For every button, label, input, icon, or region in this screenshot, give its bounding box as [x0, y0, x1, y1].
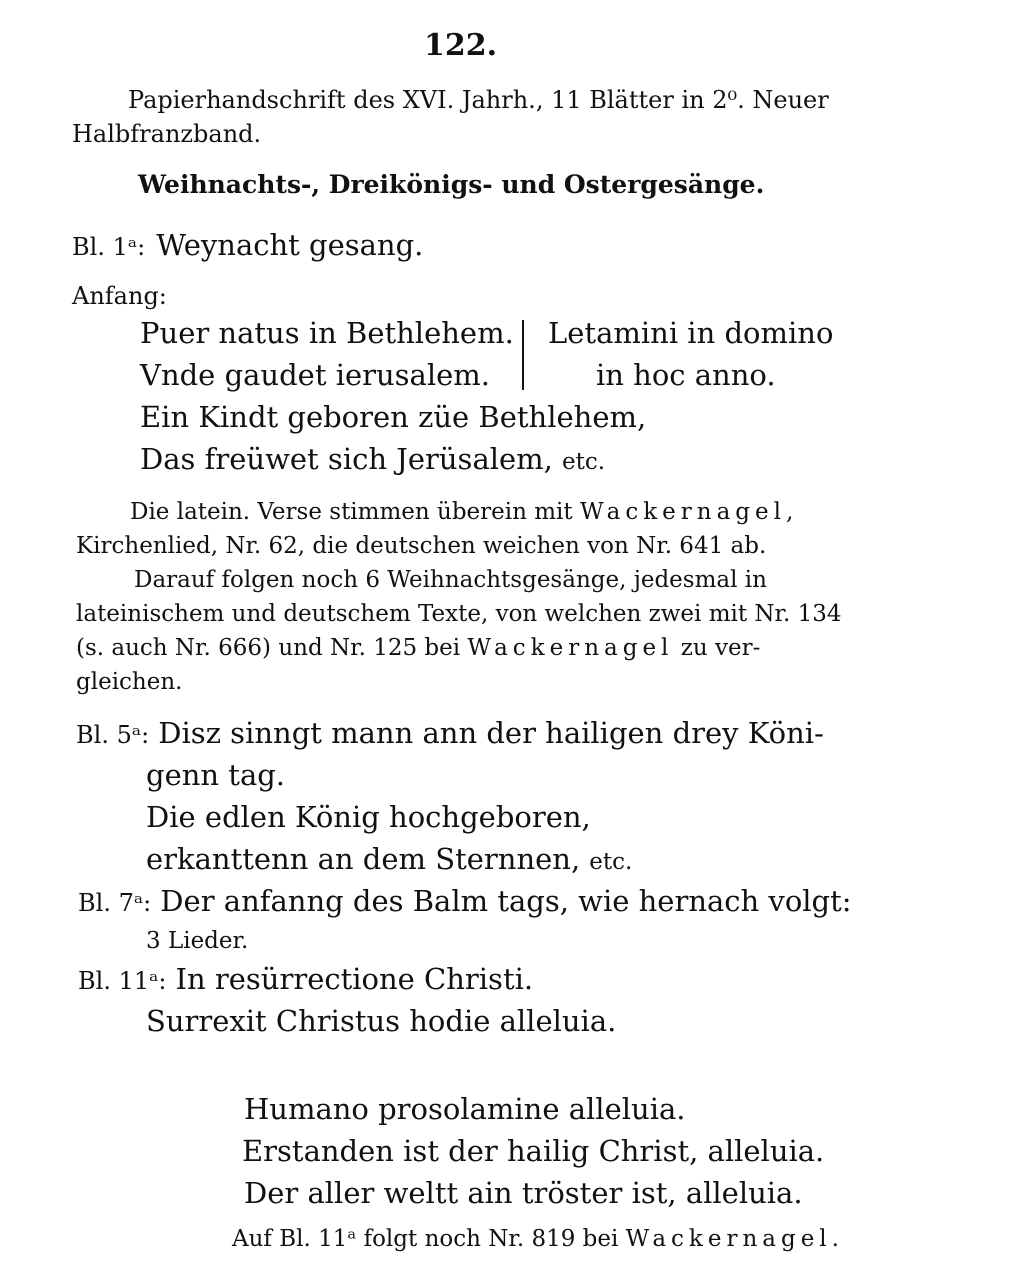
note1-line-6: gleichen.	[76, 669, 183, 695]
verse1-left-2: Vnde gaudet ierusalem.	[140, 358, 490, 392]
bl1-heading: Weynacht gesang.	[156, 228, 424, 262]
section-title: Weihnachts-, Dreikönigs- und Ostergesänge.	[138, 170, 765, 199]
author-name: Wackernagel.	[625, 1226, 844, 1252]
verse1-right-2: in hoc anno.	[596, 358, 776, 392]
note1-line-4: lateinischem und deutschem Texte, von welchen zwei mit Nr. 134	[76, 601, 842, 627]
bl11-line-4: Erstanden ist der hailig Christ, alleluia.	[242, 1134, 825, 1168]
folio-ref: Bl. 7ᵃ:	[78, 889, 152, 917]
description-line-1: Papierhandschrift des XVI. Jahrh., 11 Blätter in 2⁰. Neuer	[128, 86, 829, 114]
bl5-line-2: genn tag.	[146, 758, 286, 792]
bl5-line-3: Die edlen König hochgeboren,	[146, 800, 591, 834]
footer-note	[232, 1226, 844, 1252]
description-line-2: Halbfranzband.	[72, 120, 262, 148]
note1-line-5	[76, 635, 760, 661]
bl7-line-1: Der anfanng des Balm tags, wie hernach volgt:	[160, 884, 852, 918]
note1-line-2: Kirchenlied, Nr. 62, die deutschen weichen von Nr. 641 ab.	[76, 533, 767, 559]
author-name: Wackernagel	[467, 635, 674, 661]
page-number: 122.	[424, 28, 498, 63]
author-name: Wackernagel,	[579, 499, 799, 525]
verse1-german-1: Ein Kindt geboren züe Bethlehem,	[140, 400, 647, 434]
verse1-german-2-etc: etc.	[561, 449, 606, 475]
verse1-german-2-text: Das freüwet sich Jerüsalem,	[140, 442, 553, 476]
folio-ref: Bl. 11ᵃ:	[78, 967, 167, 995]
bl5-entry	[76, 716, 824, 750]
verse1-right-1: Letamini in domino	[548, 316, 834, 350]
note1-line-5-end: zu ver-	[680, 635, 761, 661]
bl11-line-2: Surrexit Christus hodie alleluia.	[146, 1004, 617, 1038]
bl5-line-4-etc: etc.	[589, 849, 633, 875]
verse1-german-2	[140, 442, 605, 476]
note1-line-1-text: Die latein. Verse stimmen überein mit	[130, 499, 573, 525]
bl5-line-1: Disz sinngt mann ann der hailigen drey Köni-	[158, 716, 824, 750]
note1-line-5-text: (s. auch Nr. 666) und Nr. 125 bei	[76, 635, 461, 661]
anfang-label: Anfang:	[72, 282, 167, 310]
bl11-entry	[78, 962, 533, 996]
bl11-line-5: Der aller weltt ain tröster ist, alleluia.	[244, 1176, 803, 1210]
note1-line-3: Darauf folgen noch 6 Weihnachtsgesänge, jedesmal in	[134, 567, 767, 593]
verse1-left-1: Puer natus in Bethlehem.	[140, 316, 514, 350]
folio-ref: Bl. 1ᵃ:	[72, 233, 146, 261]
bl7-note: 3 Lieder.	[146, 928, 249, 954]
folio-ref: Bl. 5ᵃ:	[76, 721, 150, 749]
bl1-entry	[72, 228, 423, 262]
bl11-line-1: In resürrectione Christi.	[175, 962, 534, 996]
note1-line-1	[130, 499, 798, 525]
footer-text: Auf Bl. 11ᵃ folgt noch Nr. 819 bei	[232, 1226, 619, 1252]
verse-brace	[522, 320, 524, 390]
bl5-line-4-text: erkanttenn an dem Sternnen,	[146, 842, 581, 876]
bl5-line-4	[146, 842, 632, 876]
bl11-line-3: Humano prosolamine alleluia.	[244, 1092, 686, 1126]
bl7-entry	[78, 884, 852, 918]
